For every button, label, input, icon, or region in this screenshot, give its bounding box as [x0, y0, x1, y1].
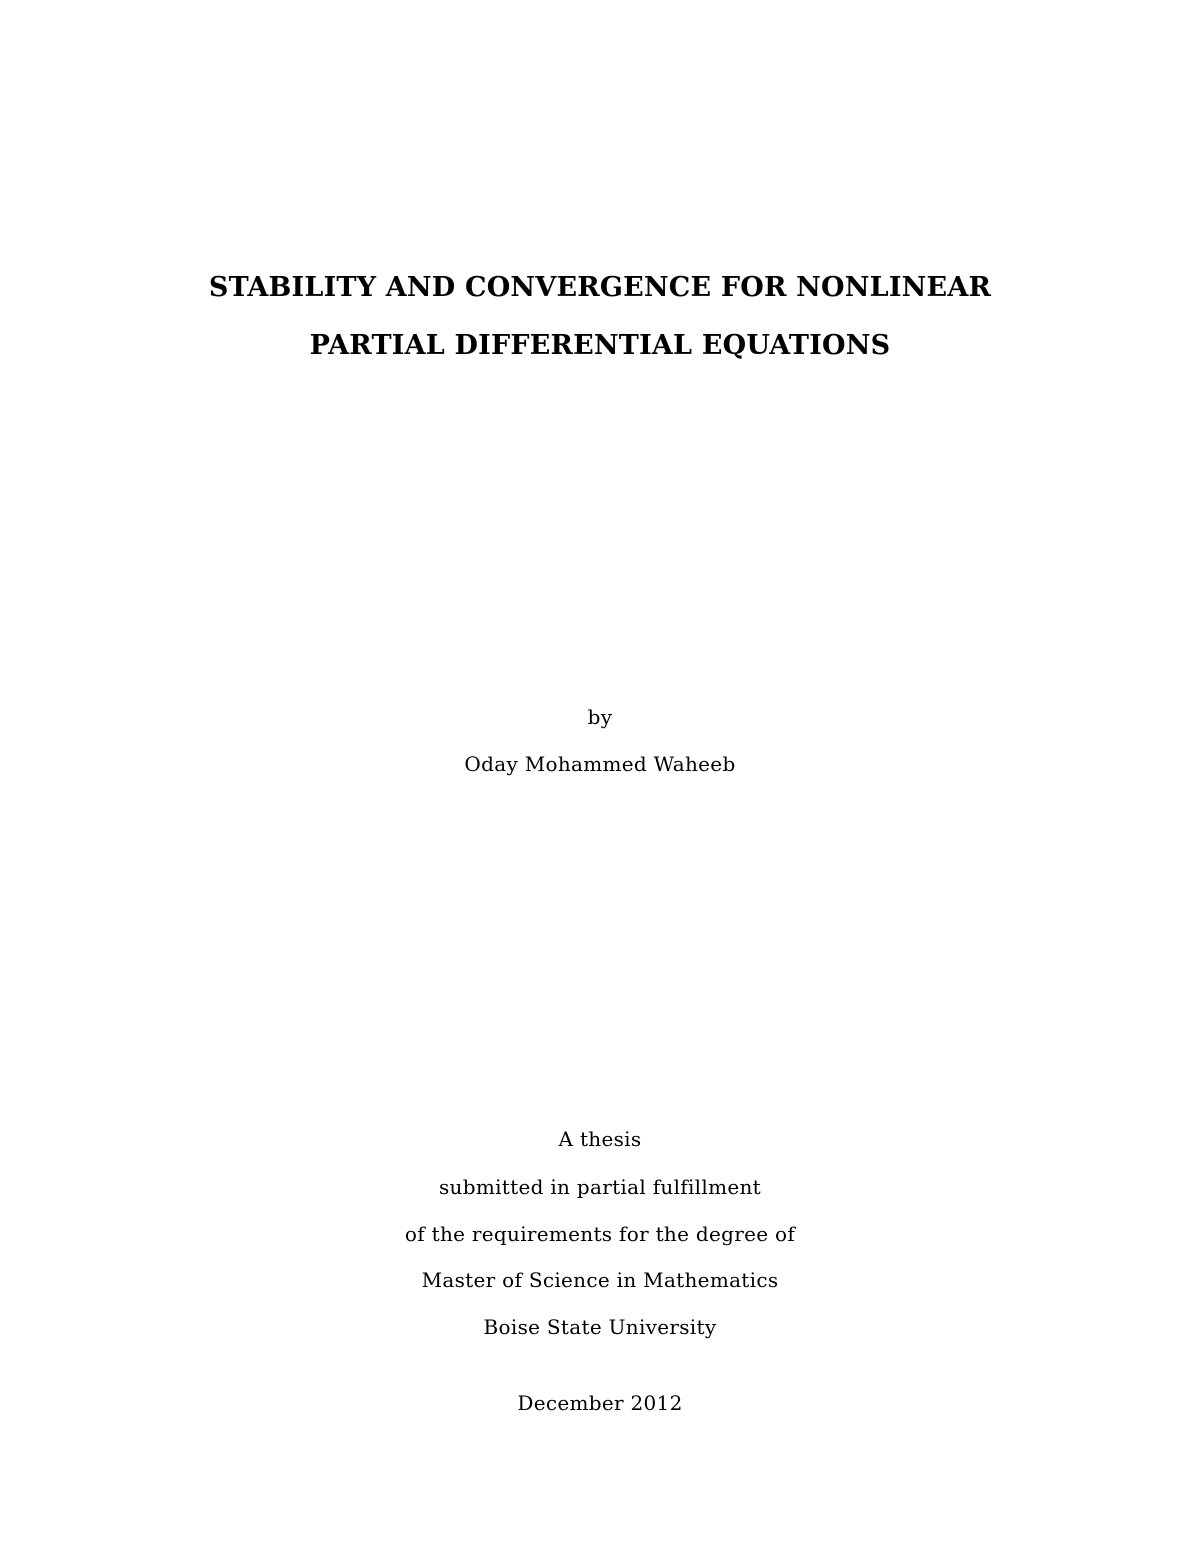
- thesis-title-line-2: PARTIAL DIFFERENTIAL EQUATIONS: [309, 330, 891, 361]
- degree-name: Master of Science in Mathematics: [421, 1268, 779, 1292]
- statement-line-2: submitted in partial fulfillment: [438, 1175, 761, 1199]
- thesis-title-line-1: STABILITY AND CONVERGENCE FOR NONLINEAR: [208, 272, 992, 303]
- statement-line-1: A thesis: [558, 1127, 642, 1151]
- by-label: by: [587, 705, 613, 729]
- statement-line-3: of the requirements for the degree of: [404, 1222, 796, 1246]
- university-name: Boise State University: [483, 1315, 717, 1339]
- submission-date: December 2012: [517, 1391, 683, 1415]
- author-name: Oday Mohammed Waheeb: [464, 752, 736, 776]
